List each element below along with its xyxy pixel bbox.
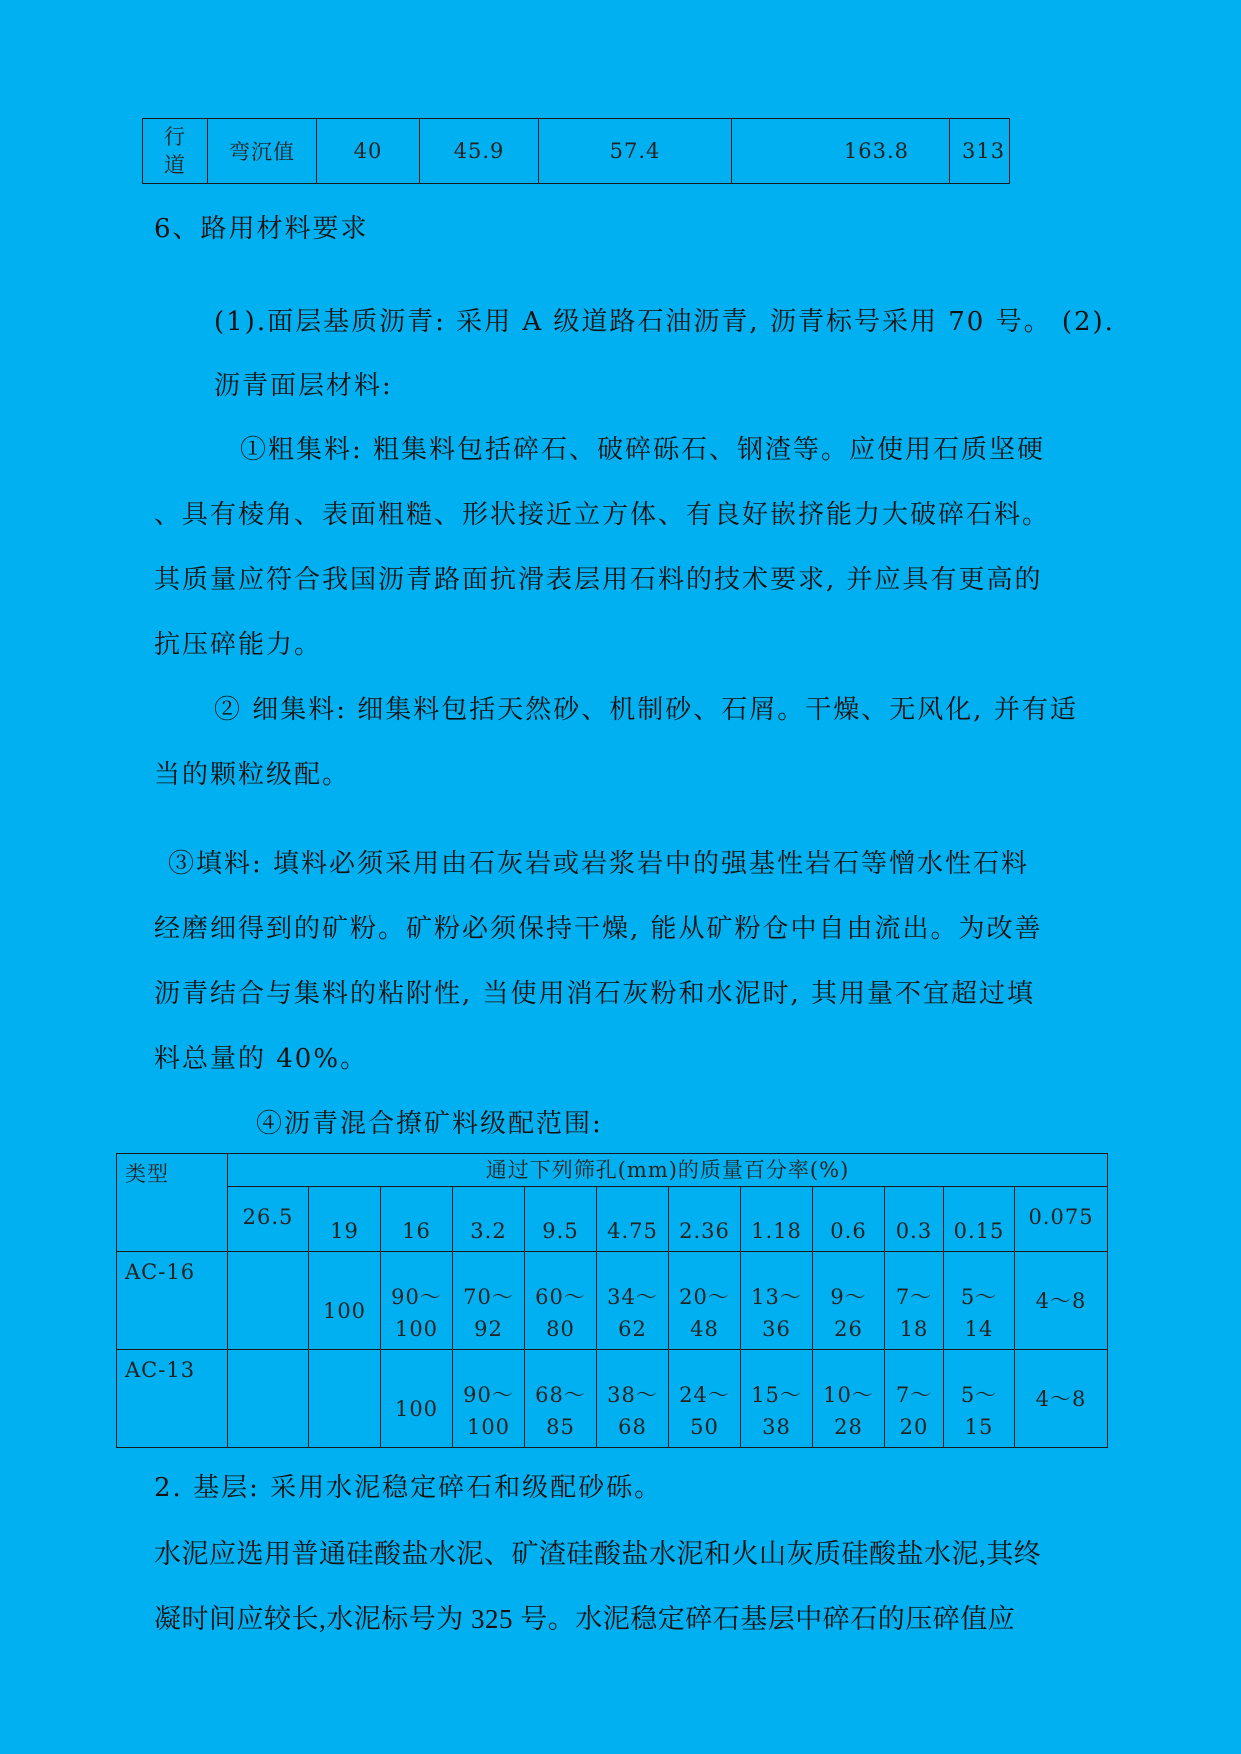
grade-cell: 38～ 68 — [597, 1350, 669, 1448]
paragraph-line: 沥青结合与集料的粘附性, 当使用消石灰粉和水泥时, 其用量不宜超过填 — [154, 979, 1036, 1009]
paragraph-line: ①粗集料: 粗集料包括碎石、破碎砾石、钢渣等。应使用石质坚硬 — [240, 435, 1046, 465]
grade-cell: 20～ 48 — [669, 1252, 741, 1350]
grade-cell: 90～ 100 — [381, 1252, 453, 1350]
sieve-header: 1.18 — [741, 1187, 813, 1252]
grade-cell: 68～ 85 — [525, 1350, 597, 1448]
deflection-table — [142, 118, 1010, 184]
paragraph-line: 凝时间应较长,水泥标号为 325 号。水泥稳定碎石基层中碎石的压碎值应 — [154, 1604, 1016, 1634]
grade-cell: 10～ 28 — [813, 1350, 885, 1448]
row-type: AC-16 — [117, 1252, 228, 1350]
sieve-header: 0.6 — [813, 1187, 885, 1252]
sieve-header: 16 — [381, 1187, 453, 1252]
value-cell: 40 — [317, 119, 420, 184]
sieve-span-header: 通过下列筛孔(mm)的质量百分率(%) — [228, 1154, 1108, 1187]
row-type: AC-13 — [117, 1350, 228, 1448]
grade-cell: 70～ 92 — [453, 1252, 525, 1350]
sieve-header: 0.075 — [1015, 1187, 1108, 1252]
grade-cell: 7～ 20 — [885, 1350, 944, 1448]
sieve-header: 0.3 — [885, 1187, 944, 1252]
paragraph-line: 当的颗粒级配。 — [154, 760, 351, 790]
row-label: 行道 — [143, 119, 208, 184]
sieve-header: 19 — [309, 1187, 381, 1252]
sieve-header: 9.5 — [525, 1187, 597, 1252]
grade-cell — [228, 1252, 309, 1350]
value-cell: 163.8 — [732, 119, 950, 184]
sieve-header: 0.15 — [944, 1187, 1015, 1252]
grade-cell: 100 — [309, 1252, 381, 1350]
grade-cell: 34～ 62 — [597, 1252, 669, 1350]
paragraph-line: 、具有棱角、表面粗糙、形状接近立方体、有良好嵌挤能力大破碎石料。 — [154, 500, 1051, 530]
paragraph-line: (1).面层基质沥青: 采用 A 级道路石油沥青, 沥青标号采用 70 号。 (2). — [214, 307, 1115, 337]
grading-title: ④沥青混合撩矿料级配范围: — [256, 1109, 603, 1139]
paragraph-line: 抗压碎能力。 — [154, 630, 323, 660]
sieve-header: 4.75 — [597, 1187, 669, 1252]
metric-cell: 弯沉值 — [208, 119, 317, 184]
grade-cell: 9～ 26 — [813, 1252, 885, 1350]
grade-cell: 60～ 80 — [525, 1252, 597, 1350]
grade-cell: 7～ 18 — [885, 1252, 944, 1350]
grade-cell: 5～ 14 — [944, 1252, 1015, 1350]
grade-cell: 13～ 36 — [741, 1252, 813, 1350]
grade-cell: 24～ 50 — [669, 1350, 741, 1448]
paragraph-line: 其质量应符合我国沥青路面抗滑表层用石料的技术要求, 并应具有更高的 — [154, 565, 1043, 595]
table-row — [117, 1252, 1108, 1350]
base-title: 2. 基层: 采用水泥稳定碎石和级配砂砾。 — [154, 1473, 663, 1503]
grade-cell: 5～ 15 — [944, 1350, 1015, 1448]
sieve-header: 3.2 — [453, 1187, 525, 1252]
paragraph-line: 水泥应选用普通硅酸盐水泥、矿渣硅酸盐水泥和火山灰质硅酸盐水泥,其终 — [154, 1539, 1042, 1569]
value-cell: 313 — [950, 119, 1010, 184]
grade-cell: 100 — [381, 1350, 453, 1448]
grading-table — [116, 1153, 1108, 1448]
type-header: 类型 — [117, 1154, 228, 1252]
section-title: 6、路用材料要求 — [154, 214, 369, 244]
paragraph-line: ③填料: 填料必须采用由石灰岩或岩浆岩中的强基性岩石等憎水性石料 — [168, 849, 1030, 879]
grade-cell: 4～8 — [1015, 1350, 1108, 1448]
paragraph-line: 沥青面层材料: — [214, 371, 393, 401]
grade-cell: 4～8 — [1015, 1252, 1108, 1350]
grade-cell — [309, 1350, 381, 1448]
paragraph-line: 料总量的 40%。 — [154, 1044, 369, 1074]
grade-cell: 15～ 38 — [741, 1350, 813, 1448]
sieve-header: 2.36 — [669, 1187, 741, 1252]
grade-cell: 90～ 100 — [453, 1350, 525, 1448]
sieve-header: 26.5 — [228, 1187, 309, 1252]
value-cell: 45.9 — [420, 119, 539, 184]
value-cell: 57.4 — [539, 119, 732, 184]
grade-cell — [228, 1350, 309, 1448]
table-row — [117, 1350, 1108, 1448]
paragraph-line: 经磨细得到的矿粉。矿粉必须保持干燥, 能从矿粉仓中自由流出。为改善 — [154, 914, 1043, 944]
paragraph-line: ② 细集料: 细集料包括天然砂、机制砂、石屑。干燥、无风化, 并有适 — [214, 695, 1078, 725]
